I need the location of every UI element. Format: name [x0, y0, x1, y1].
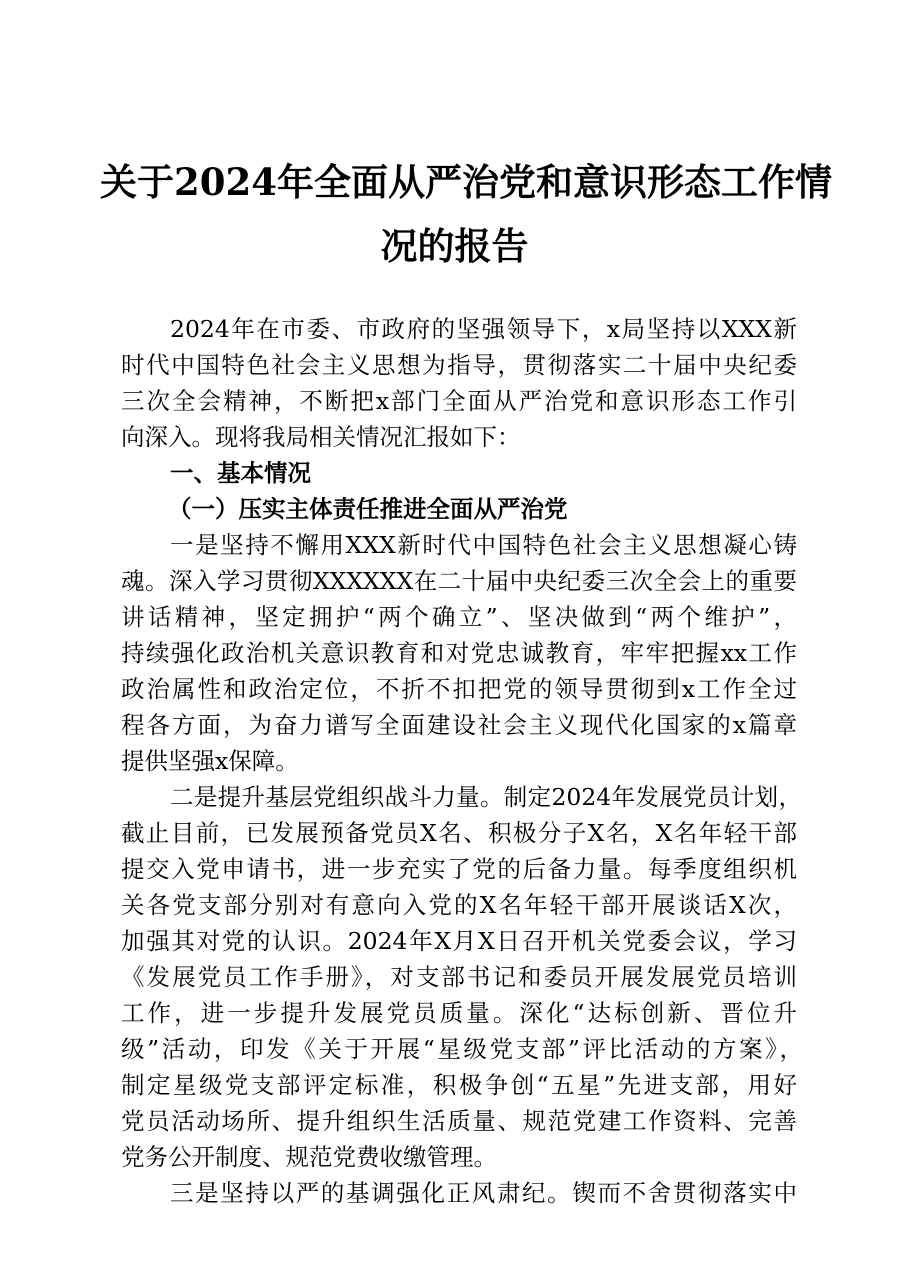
paragraph-line: 政治属性和政治定位，不折不扣把党的领导贯彻到x工作全过 [121, 675, 797, 703]
paragraph-line: 提交入党申请书，进一步充实了党的后备力量。每季度组织机 [121, 855, 797, 883]
paragraph-line: 向深入。现将我局相关情况汇报如下： [121, 423, 521, 451]
paragraph-line: 制定星级党支部评定标准，积极争创“五星”先进支部，用好 [121, 1071, 797, 1099]
paragraph-line: 时代中国特色社会主义思想为指导，贯彻落实二十届中央纪委 [121, 351, 797, 379]
section-heading: 一、基本情况 [170, 459, 311, 487]
paragraph-line: 魂。深入学习贯彻XXXXXX在二十届中央纪委三次全会上的重要 [121, 567, 797, 595]
paragraph-line: 三次全会精神，不断把x部门全面从严治党和意识形态工作引 [121, 387, 797, 415]
paragraph-line: 一是坚持不懈用XXX新时代中国特色社会主义思想凝心铸 [170, 531, 797, 559]
paragraph-line: 二是提升基层党组织战斗力量。制定2024年发展党员计划， [170, 783, 802, 811]
paragraph-line: 工作，进一步提升发展党员质量。深化“达标创新、晋位升 [121, 999, 797, 1027]
subsection-heading: （一）压实主体责任推进全面从严治党 [168, 495, 568, 523]
paragraph-line: 关各党支部分别对有意向入党的X名年轻干部开展谈话X次， [121, 891, 797, 919]
paragraph-line: 党务公开制度、规范党费收缴管理。 [121, 1143, 497, 1171]
paragraph-line: 程各方面，为奋力谱写全面建设社会主义现代化国家的x篇章 [121, 711, 797, 739]
document-title-line-1: 关于2024年全面从严治党和意识形态工作情 [100, 160, 832, 204]
paragraph-line: 三是坚持以严的基调强化正风肃纪。锲而不舍贯彻落实中 [170, 1179, 797, 1207]
paragraph-line: 持续强化政治机关意识教育和对党忠诚教育，牢牢把握xx工作 [121, 639, 797, 667]
paragraph-line: 党员活动场所、提升组织生活质量、规范党建工作资料、完善 [121, 1107, 797, 1135]
document-title-line-2: 况的报告 [380, 224, 529, 268]
paragraph-line: 提供坚强x保障。 [121, 747, 299, 775]
paragraph-line: 讲话精神，坚定拥护“两个确立”、坚决做到“两个维护”， [121, 603, 797, 631]
paragraph-line: 截止目前，已发展预备党员X名、积极分子X名，X名年轻干部 [121, 819, 797, 847]
paragraph-line: 2024年在市委、市政府的坚强领导下，x局坚持以XXX新 [170, 315, 797, 343]
paragraph-line: 《发展党员工作手册》，对支部书记和委员开展发展党员培训 [121, 963, 797, 991]
paragraph-line: 级”活动，印发《关于开展“星级党支部”评比活动的方案》， [121, 1035, 803, 1063]
paragraph-line: 加强其对党的认识。2024年X月X日召开机关党委会议，学习 [121, 927, 797, 955]
